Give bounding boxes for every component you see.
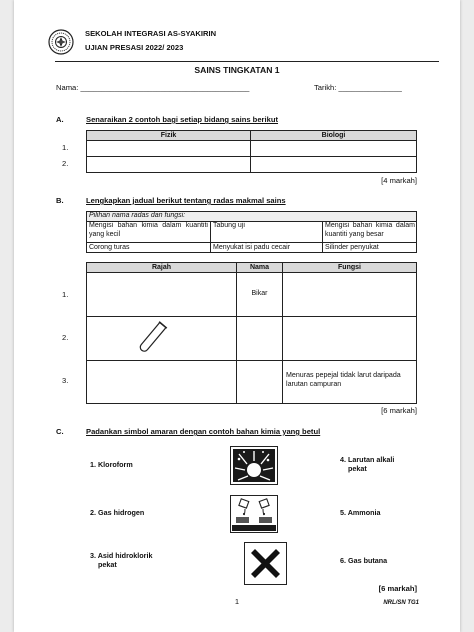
header-divider bbox=[55, 61, 439, 62]
table-a-col-biologi: Biologi bbox=[321, 131, 346, 139]
corrosive-symbol-icon bbox=[230, 495, 278, 533]
table-b-row-1-num: 1. bbox=[62, 290, 69, 299]
school-logo-icon bbox=[48, 29, 74, 55]
choice-item: Mengisi bahan kimia dalam kuantiti yang kecil bbox=[89, 222, 208, 238]
table-a-cell-2-fizik[interactable] bbox=[86, 156, 251, 173]
table-b-row-2-num: 2. bbox=[62, 333, 69, 342]
section-a-marks: [4 markah] bbox=[381, 176, 417, 185]
table-a-cell-1-biologi[interactable] bbox=[250, 140, 417, 157]
chemical-2: 2. Gas hidrogen bbox=[90, 508, 145, 517]
section-c-letter: C. bbox=[56, 427, 64, 436]
choice-item: Corong turas bbox=[89, 243, 130, 251]
table-b-row-2-fungsi-cell[interactable] bbox=[282, 316, 417, 361]
chemical-1: 1. Kloroform bbox=[90, 460, 133, 469]
document-page bbox=[14, 0, 460, 632]
section-c-marks: [6 markah] bbox=[378, 584, 417, 593]
table-b-row-3-nama-cell[interactable] bbox=[236, 360, 283, 404]
explosive-symbol-icon bbox=[230, 446, 278, 485]
chemical-6: 6. Gas butana bbox=[340, 556, 388, 565]
table-b-row-1-fungsi-cell[interactable] bbox=[282, 272, 417, 317]
section-a-letter: A. bbox=[56, 115, 64, 124]
choice-item: Tabung uji bbox=[213, 222, 245, 229]
chemical-4: 4. Larutan alkali pekat bbox=[340, 455, 395, 473]
school-name: SEKOLAH INTEGRASI AS-SYAKIRIN bbox=[85, 29, 217, 38]
page-title: SAINS TINGKATAN 1 bbox=[194, 65, 280, 75]
table-a-row-1-num: 1. bbox=[62, 143, 69, 152]
page-number: 1 bbox=[234, 597, 240, 606]
table-b-row-3-fungsi-text: Menuras pepejal tidak larut daripada larutan campuran bbox=[286, 371, 401, 388]
table-b-row-3-num: 3. bbox=[62, 376, 69, 385]
section-b-letter: B. bbox=[56, 196, 64, 205]
section-c-instruction: Padankan simbol amaran dengan contoh bahan kimia yang betul bbox=[86, 427, 321, 436]
table-b-col-rajah: Rajah bbox=[151, 263, 172, 271]
choice-item: Menyukat isi padu cecair bbox=[213, 243, 291, 251]
choice-item: Silinder penyukat bbox=[325, 243, 379, 251]
section-b-instruction: Lengkapkan jadual berikut tentang radas makmal sains bbox=[86, 196, 286, 205]
table-b-col-fungsi: Fungsi bbox=[338, 263, 361, 271]
table-b-row-3-rajah bbox=[86, 360, 237, 404]
table-b-row-2-nama-cell[interactable] bbox=[236, 316, 283, 361]
table-a-cell-2-biologi[interactable] bbox=[250, 156, 417, 173]
table-a-cell-1-fizik[interactable] bbox=[86, 140, 251, 157]
table-b-row-1-nama-text: Bikar bbox=[251, 290, 268, 297]
tarikh-field[interactable]: Tarikh: _______________ bbox=[314, 83, 402, 92]
chemical-3: 3. Asid hidroklorik pekat bbox=[90, 551, 153, 569]
section-a-instruction: Senaraikan 2 contoh bagi setiap bidang sains berikut bbox=[86, 115, 279, 124]
table-a-row-2-num: 2. bbox=[62, 159, 69, 168]
document-code: NRL/SN TG1 bbox=[383, 600, 419, 606]
table-b-col-nama: Nama bbox=[249, 263, 270, 271]
choice-item: Mengisi bahan kimia dalam kuantiti yang besar bbox=[325, 222, 415, 238]
choice-box-title: Pilihan nama radas dan fungsi: bbox=[89, 212, 186, 219]
table-b-row-1-rajah bbox=[86, 272, 237, 317]
nama-field[interactable]: Nama: ________________________________________ bbox=[56, 83, 250, 92]
table-a-col-fizik: Fizik bbox=[160, 131, 177, 139]
exam-title: UJIAN PRESASI 2022/ 2023 bbox=[85, 43, 184, 52]
section-b-marks: [6 markah] bbox=[381, 406, 417, 415]
harmful-symbol-icon bbox=[244, 542, 287, 585]
chemical-5: 5. Ammonia bbox=[340, 508, 381, 517]
test-tube-icon bbox=[132, 318, 172, 358]
